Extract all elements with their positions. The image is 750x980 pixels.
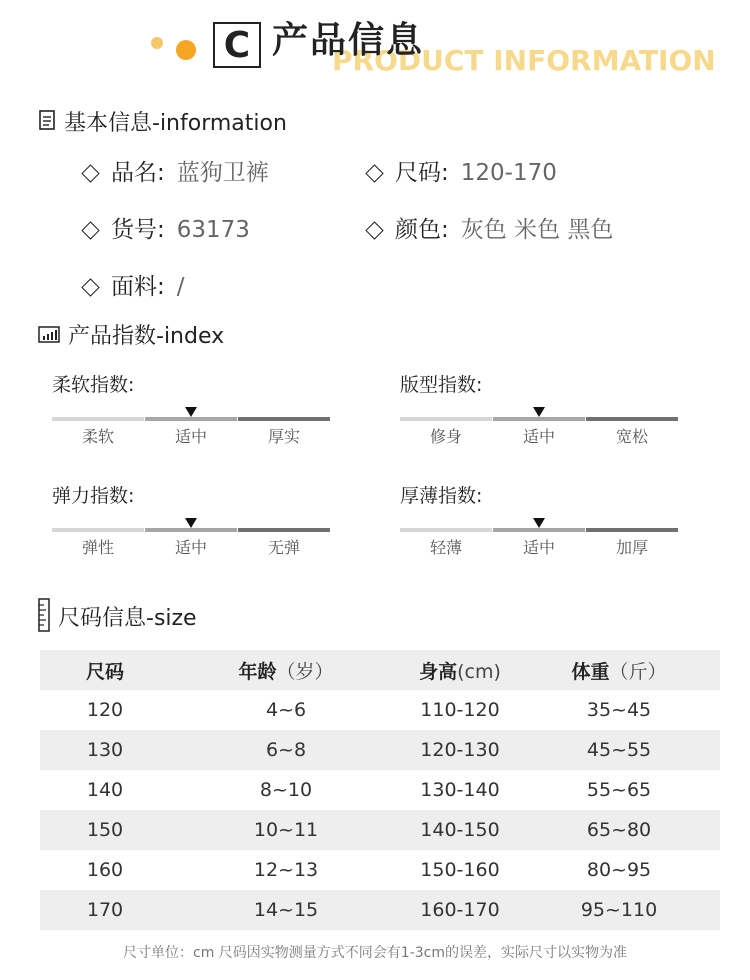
scale-segment [586, 417, 678, 421]
table-cell: 14~15 [253, 899, 319, 921]
table-cell: 110-120 [420, 699, 500, 721]
info-item-fabric [80, 272, 185, 302]
table-cell: 35~45 [586, 699, 652, 721]
scale-label: 加厚 [615, 538, 648, 557]
table-cell: 6~8 [265, 739, 307, 761]
basic-info-heading [38, 110, 287, 138]
index-heading [38, 323, 224, 351]
index-scale-bar [52, 528, 330, 532]
scale-segment [586, 528, 678, 532]
size-footnote: 尺寸单位：cm 尺码因实物测量方式不同会有1-3cm的误差，实际尺寸以实物为准 [123, 945, 627, 961]
index-title: 弹力指数: [52, 485, 135, 507]
info-value: 63173 [176, 217, 250, 243]
diamond-icon [81, 164, 99, 182]
table-cell: 95~110 [580, 899, 658, 921]
scale-segment [145, 417, 237, 421]
table-cell: 12~13 [253, 859, 319, 881]
scale-label: 无弹 [267, 538, 300, 557]
diamond-icon [365, 221, 383, 239]
scale-label: 适中 [174, 427, 207, 446]
header-title: 产品信息 [272, 20, 425, 61]
column-header: 尺码 [85, 660, 124, 683]
table-cell: 130 [86, 739, 124, 761]
info-key: 品名: [111, 160, 165, 186]
index-scale-bar [52, 417, 330, 421]
info-value: 灰色 米色 黑色 [460, 217, 614, 243]
scale-marker-icon [533, 407, 545, 417]
diamond-icon [81, 221, 99, 239]
diamond-icon [81, 278, 99, 296]
index-title: 版型指数: [400, 374, 483, 396]
table-cell: 160-170 [420, 899, 500, 921]
table-cell: 4~6 [265, 699, 307, 721]
table-cell: 140-150 [420, 819, 500, 841]
basic-info-heading-text: 基本信息-information [64, 111, 287, 136]
index-scale-bar [400, 528, 678, 532]
size-heading [38, 598, 197, 640]
table-cell: 150-160 [420, 859, 500, 881]
table-cell: 55~65 [586, 779, 652, 801]
info-value: / [176, 274, 185, 300]
table-row [40, 690, 720, 730]
info-item-color [364, 215, 613, 245]
index-title: 柔软指数: [52, 374, 135, 396]
scale-marker-icon [533, 518, 545, 528]
large-dot-decoration [176, 40, 196, 60]
bar-chart-icon [38, 323, 60, 351]
small-dot-decoration [151, 37, 163, 49]
table-cell: 10~11 [253, 819, 319, 841]
scale-segment [493, 417, 585, 421]
info-value: 120-170 [460, 160, 557, 186]
document-icon [38, 110, 56, 138]
scale-segment [493, 528, 585, 532]
info-value: 蓝狗卫裤 [176, 160, 269, 186]
scale-segment [400, 528, 492, 532]
table-row [40, 730, 720, 770]
scale-label: 适中 [522, 538, 555, 557]
table-cell: 120 [86, 699, 124, 721]
scale-marker-icon [185, 518, 197, 528]
scale-label: 适中 [522, 427, 555, 446]
scale-segment [52, 528, 144, 532]
index-heading-text: 产品指数-index [68, 324, 225, 349]
scale-segment [145, 528, 237, 532]
info-key: 面料: [111, 274, 165, 300]
scale-label: 厚实 [267, 427, 300, 446]
scale-label: 宽松 [615, 427, 648, 446]
header-subtitle: PRODUCT INFORMATION [332, 44, 716, 77]
table-cell: 130-140 [420, 779, 500, 801]
index-scale-bar [400, 417, 678, 421]
scale-segment [238, 417, 330, 421]
table-row [40, 770, 720, 810]
ruler-icon [38, 598, 50, 640]
column-header: 体重（斤） [571, 660, 667, 683]
column-header: 身高(cm) [419, 660, 501, 683]
scale-label: 柔软 [81, 427, 114, 446]
scale-label: 适中 [174, 538, 207, 557]
table-cell: 120-130 [420, 739, 500, 761]
table-row [40, 810, 720, 850]
size-table-header [40, 650, 720, 690]
scale-segment [238, 528, 330, 532]
scale-marker-icon [185, 407, 197, 417]
size-table [40, 650, 720, 930]
info-item-name [80, 158, 269, 188]
index-title: 厚薄指数: [400, 485, 483, 507]
info-item-size [364, 158, 557, 188]
scale-label: 轻薄 [429, 538, 462, 557]
table-cell: 150 [86, 819, 124, 841]
table-cell: 80~95 [586, 859, 652, 881]
info-key: 尺码: [395, 160, 449, 186]
scale-label: 修身 [429, 427, 462, 446]
table-row [40, 890, 720, 930]
table-cell: 65~80 [586, 819, 652, 841]
info-key: 货号: [111, 217, 165, 243]
scale-segment [52, 417, 144, 421]
size-heading-text: 尺码信息-size [58, 606, 197, 631]
table-cell: 8~10 [259, 779, 313, 801]
table-cell: 170 [86, 899, 124, 921]
diamond-icon [365, 164, 383, 182]
table-cell: 140 [86, 779, 124, 801]
column-header: 年龄（岁） [238, 660, 334, 683]
letter-badge: C [213, 22, 261, 68]
table-row [40, 850, 720, 890]
table-cell: 160 [86, 859, 124, 881]
info-key: 颜色: [395, 217, 449, 243]
scale-segment [400, 417, 492, 421]
info-item-sku [80, 215, 250, 245]
scale-label: 弹性 [81, 538, 114, 557]
table-cell: 45~55 [586, 739, 652, 761]
